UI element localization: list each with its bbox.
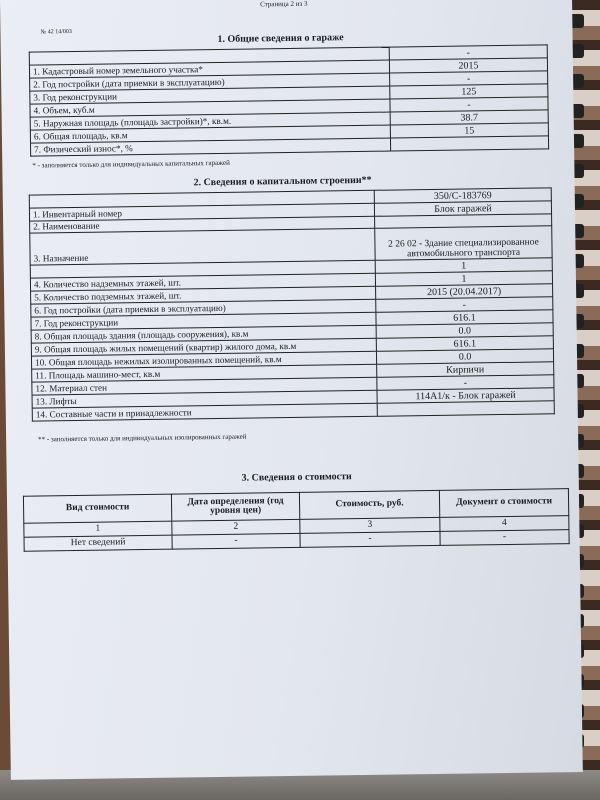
row-label: 6. Общая площадь, кв.м bbox=[30, 125, 390, 143]
row-label: 2. Год постройки (дата приемки в эксплуатацию) bbox=[30, 73, 390, 91]
document-value: - bbox=[440, 530, 569, 546]
row-value: 114А1/к - Блок гаражей bbox=[377, 388, 554, 403]
building-info-table bbox=[29, 187, 555, 421]
section3-title: 3. Сведения о стоимости bbox=[241, 471, 352, 484]
row-value: 0.0 bbox=[376, 323, 553, 338]
row-label: 2. Наименование bbox=[30, 216, 375, 233]
row-label: 8. Общая площадь здания (площадь сооружения), кв.м bbox=[31, 325, 376, 343]
row-value: 38.7 bbox=[390, 110, 548, 125]
row-label: 6. Год постройки (дата приемки в эксплуатацию) bbox=[31, 299, 376, 317]
row-value: 616.1 bbox=[376, 336, 553, 351]
row-label: 5. Наружная площадь (площадь застройки)*, кв.м. bbox=[30, 112, 390, 130]
row-value: Блок гаражей bbox=[374, 201, 551, 216]
row-label: 4. Объем, куб.м bbox=[30, 99, 390, 117]
row-value bbox=[377, 401, 554, 416]
column-number: 3 bbox=[300, 517, 440, 533]
column-number: 2 bbox=[172, 519, 300, 535]
row-label: 13. Лифты bbox=[32, 390, 377, 408]
row-label: 1. Кадастровый номер земельного участка* bbox=[29, 60, 389, 78]
row-value: - bbox=[376, 297, 553, 312]
page-number: Страница 2 из 3 bbox=[260, 0, 308, 9]
row-label: 4. Количество надземных этажей, шт. bbox=[30, 273, 375, 291]
row-value: 1 bbox=[375, 258, 552, 273]
row-value: 2015 (20.04.2017) bbox=[376, 284, 553, 299]
row-value: 2 26 02 - Здание специализированное автомобильного транспорта bbox=[375, 226, 552, 260]
header-cost: Стоимость, руб. bbox=[299, 490, 439, 519]
cost-table bbox=[23, 488, 570, 552]
garage-info-table bbox=[29, 44, 549, 156]
row-label: 5. Количество подземных этажей, шт. bbox=[31, 286, 376, 304]
header-cost-type: Вид стоимости bbox=[23, 494, 171, 523]
row-value: 2015 bbox=[389, 58, 547, 73]
cost-type-value: Нет сведений bbox=[24, 535, 172, 551]
section1-footnote: * - заполняется только для индивидуальных капитальных гаражей bbox=[32, 158, 230, 170]
row-label: 14. Составные части и принадлежности bbox=[32, 403, 377, 421]
row-label: 3. Назначение bbox=[30, 228, 375, 265]
row-value: 1 bbox=[375, 271, 552, 286]
row-label: 7. Год реконструкции bbox=[31, 312, 376, 330]
row-value: - bbox=[390, 71, 548, 86]
row-value: 15 bbox=[390, 123, 548, 138]
column-number: 4 bbox=[440, 516, 569, 532]
row-value: 616.1 bbox=[376, 310, 553, 325]
row-label: 1. Инвентарный номер bbox=[29, 203, 374, 221]
header-date: Дата определения (год уровня цен) bbox=[171, 492, 299, 521]
row-label: 7. Физический износ*, % bbox=[31, 138, 391, 156]
row-value: Кирпичи bbox=[377, 362, 554, 377]
row-label: 10. Общая площадь нежилых изолированных помещений, кв.м bbox=[31, 351, 376, 369]
section1-title: 1. Общие сведения о гараже bbox=[217, 32, 344, 45]
column-number: 1 bbox=[24, 521, 172, 537]
row-value: - bbox=[377, 375, 554, 390]
row-label: 11. Площадь машино-мест, кв.м bbox=[32, 364, 377, 382]
row-value: 350/С-183769 bbox=[374, 188, 551, 203]
row-value: - bbox=[389, 45, 547, 60]
section2-footnote: ** - заполняется только для индивидуальных изолированных гаражей bbox=[38, 432, 247, 444]
cost-value: - bbox=[300, 531, 440, 547]
section2-title: 2. Сведения о капитальном строении** bbox=[193, 174, 372, 189]
row-value: - bbox=[390, 97, 548, 112]
document-number: № 42 14/003 bbox=[40, 29, 72, 36]
row-value: 125 bbox=[390, 84, 548, 99]
header-document: Документ о стоимости bbox=[439, 489, 568, 518]
row-label: 9. Общая площадь жилых помещений (квартир) жилого дома, кв.м bbox=[31, 338, 376, 356]
date-value: - bbox=[172, 533, 300, 549]
row-value bbox=[390, 136, 548, 151]
row-label: 12. Материал стен bbox=[32, 377, 377, 395]
row-value: 0.0 bbox=[376, 349, 553, 364]
row-label: 3. Год реконструкции bbox=[30, 86, 390, 104]
